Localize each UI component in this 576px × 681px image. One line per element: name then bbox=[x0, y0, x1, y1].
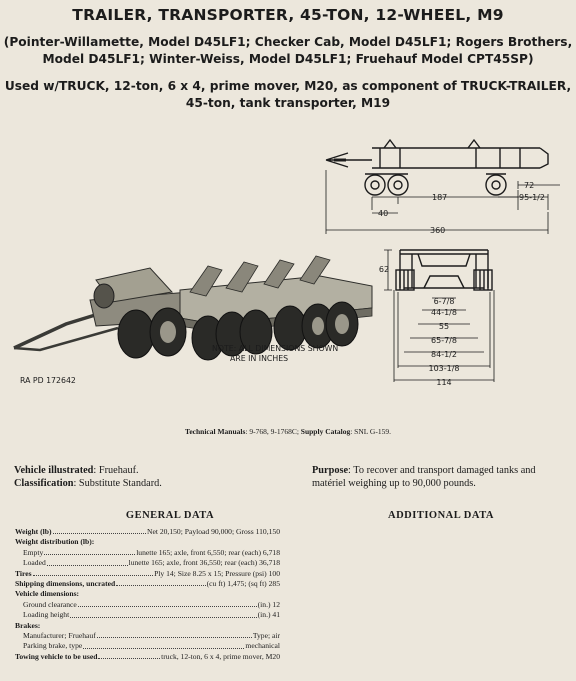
spec-value: (in.) 41 bbox=[257, 610, 280, 620]
tm-label: Technical Manuals bbox=[185, 427, 246, 436]
spec-row bbox=[15, 537, 280, 547]
purpose-block bbox=[312, 464, 574, 490]
dim-360: 360 bbox=[430, 226, 446, 235]
spec-value: lunette 165; axle, front 6,550; rear (each) 6,718 bbox=[136, 547, 280, 557]
dim-114: 114 bbox=[436, 378, 452, 387]
additional-data-heading: ADDITIONAL DATA bbox=[388, 510, 494, 521]
dim-95: 95-1/2 bbox=[519, 193, 545, 202]
spec-label: Tires bbox=[15, 568, 32, 578]
tm-value: : 9-768, 9-1768C; bbox=[245, 427, 301, 436]
spec-row bbox=[15, 621, 280, 631]
spec-label: Loading height bbox=[23, 610, 70, 620]
dim-84-1-2: 84-1/2 bbox=[431, 350, 457, 359]
spec-row bbox=[15, 610, 280, 620]
spec-label: Weight distribution (lb): bbox=[15, 537, 95, 547]
leader-dots bbox=[78, 600, 257, 607]
spec-value: (cu ft) 1,475; (sq ft) 285 bbox=[206, 579, 280, 589]
trailer-figure bbox=[0, 120, 576, 420]
classification-label: Classification bbox=[14, 478, 74, 489]
side-view-diagram bbox=[326, 140, 548, 195]
spec-row bbox=[15, 527, 280, 537]
makers-line-1: (Pointer-Willamette, Model D45LF1; Checker Cab, Model D45LF1; Rogers Brothers, bbox=[3, 35, 573, 49]
technical-manuals-line bbox=[0, 427, 576, 436]
vehicle-illustrated-label: Vehicle illustrated bbox=[14, 465, 94, 476]
leader-dots bbox=[53, 527, 146, 534]
spec-label: Loaded bbox=[23, 558, 46, 568]
spec-row bbox=[15, 631, 280, 641]
spec-value: Ply 14; Size 8.25 x 15; Pressure (psi) 100 bbox=[154, 568, 280, 578]
dim-187: 187 bbox=[432, 193, 448, 202]
ra-pd-number: RA PD 172642 bbox=[20, 376, 76, 385]
spec-value: (in.) 12 bbox=[257, 599, 280, 609]
leader-dots bbox=[97, 631, 252, 638]
spec-value: lunette 165; axle, front 36,550; rear (each) 36,718 bbox=[128, 558, 280, 568]
used-with-line-1: Used w/TRUCK, 12-ton, 6 x 4, prime mover, M20, as component of TRUCK-TRAILER, bbox=[4, 79, 572, 93]
used-with-line-2: 45-ton, tank transporter, M19 bbox=[185, 96, 391, 110]
dim-103-1-8: 103-1/8 bbox=[428, 364, 460, 373]
classification-value: : Substitute Standard. bbox=[73, 478, 162, 489]
leader-dots bbox=[33, 569, 153, 576]
spec-label: Empty bbox=[23, 547, 44, 557]
dim-62: 62 bbox=[378, 265, 390, 274]
leader-dots bbox=[70, 610, 256, 617]
leader-dots bbox=[44, 548, 135, 555]
dim-6-7-8: 6-7/8 bbox=[433, 297, 455, 306]
rear-view-diagram bbox=[396, 250, 492, 290]
spec-row bbox=[15, 569, 280, 579]
spec-row bbox=[15, 652, 280, 662]
dim-44-1-8: 44-1/8 bbox=[431, 308, 457, 317]
vehicle-illustrated-value: : Fruehauf. bbox=[93, 465, 139, 476]
dim-65-7-8: 65-7/8 bbox=[431, 336, 457, 345]
leader-dots bbox=[98, 652, 160, 659]
spec-value: Type; air bbox=[252, 631, 280, 641]
spec-value: Net 20,150; Payload 90,000; Gross 110,150 bbox=[146, 527, 280, 536]
spec-row bbox=[15, 641, 280, 651]
sc-value: : SNL G-159. bbox=[350, 427, 391, 436]
dim-40: 40 bbox=[378, 209, 389, 218]
figure-note-line-1: NOTE: ALL DIMENSIONS SHOWN bbox=[212, 344, 339, 353]
dim-55: 55 bbox=[438, 322, 450, 331]
purpose-line-1: : To recover and transport damaged tanks and bbox=[348, 465, 536, 476]
sc-label: Supply Catalog bbox=[300, 427, 351, 436]
spec-label: Brakes: bbox=[15, 620, 41, 630]
leader-dots bbox=[83, 641, 244, 648]
spec-row bbox=[15, 579, 280, 589]
spec-row bbox=[15, 558, 280, 568]
vehicle-block bbox=[14, 464, 162, 490]
figure-note-line-2: ARE IN INCHES bbox=[230, 354, 289, 363]
page-title: TRAILER, TRANSPORTER, 45-TON, 12-WHEEL, M9 bbox=[72, 6, 504, 24]
general-data-table bbox=[15, 527, 280, 662]
spec-label: Parking brake, type bbox=[23, 641, 83, 651]
makers-line-2: Model D45LF1; Winter-Weiss, Model D45LF1; Fruehauf Model CPT45SP) bbox=[42, 52, 534, 66]
purpose-label: Purpose bbox=[312, 465, 349, 476]
spec-label: Towing vehicle to be used bbox=[15, 651, 98, 661]
spec-label: Weight (lb) bbox=[15, 527, 52, 536]
spec-label: Ground clearance bbox=[23, 599, 77, 609]
spec-label: Manufacturer; Fruehauf bbox=[23, 631, 96, 641]
spec-label: Shipping dimensions, uncrated bbox=[15, 579, 116, 589]
side-view-dimensions bbox=[326, 170, 560, 234]
spec-row bbox=[15, 548, 280, 558]
spec-value: mechanical bbox=[245, 641, 280, 651]
general-data-heading: GENERAL DATA bbox=[125, 510, 215, 521]
spec-value: truck, 12-ton, 6 x 4, prime mover, M20 bbox=[161, 651, 280, 661]
spec-row bbox=[15, 589, 280, 599]
purpose-line-2: matériel weighing up to 90,000 pounds. bbox=[312, 478, 476, 489]
leader-dots bbox=[47, 558, 128, 565]
leader-dots bbox=[116, 579, 205, 586]
spec-row bbox=[15, 600, 280, 610]
dim-72: 72 bbox=[524, 181, 535, 190]
spec-label: Vehicle dimensions: bbox=[15, 589, 80, 599]
